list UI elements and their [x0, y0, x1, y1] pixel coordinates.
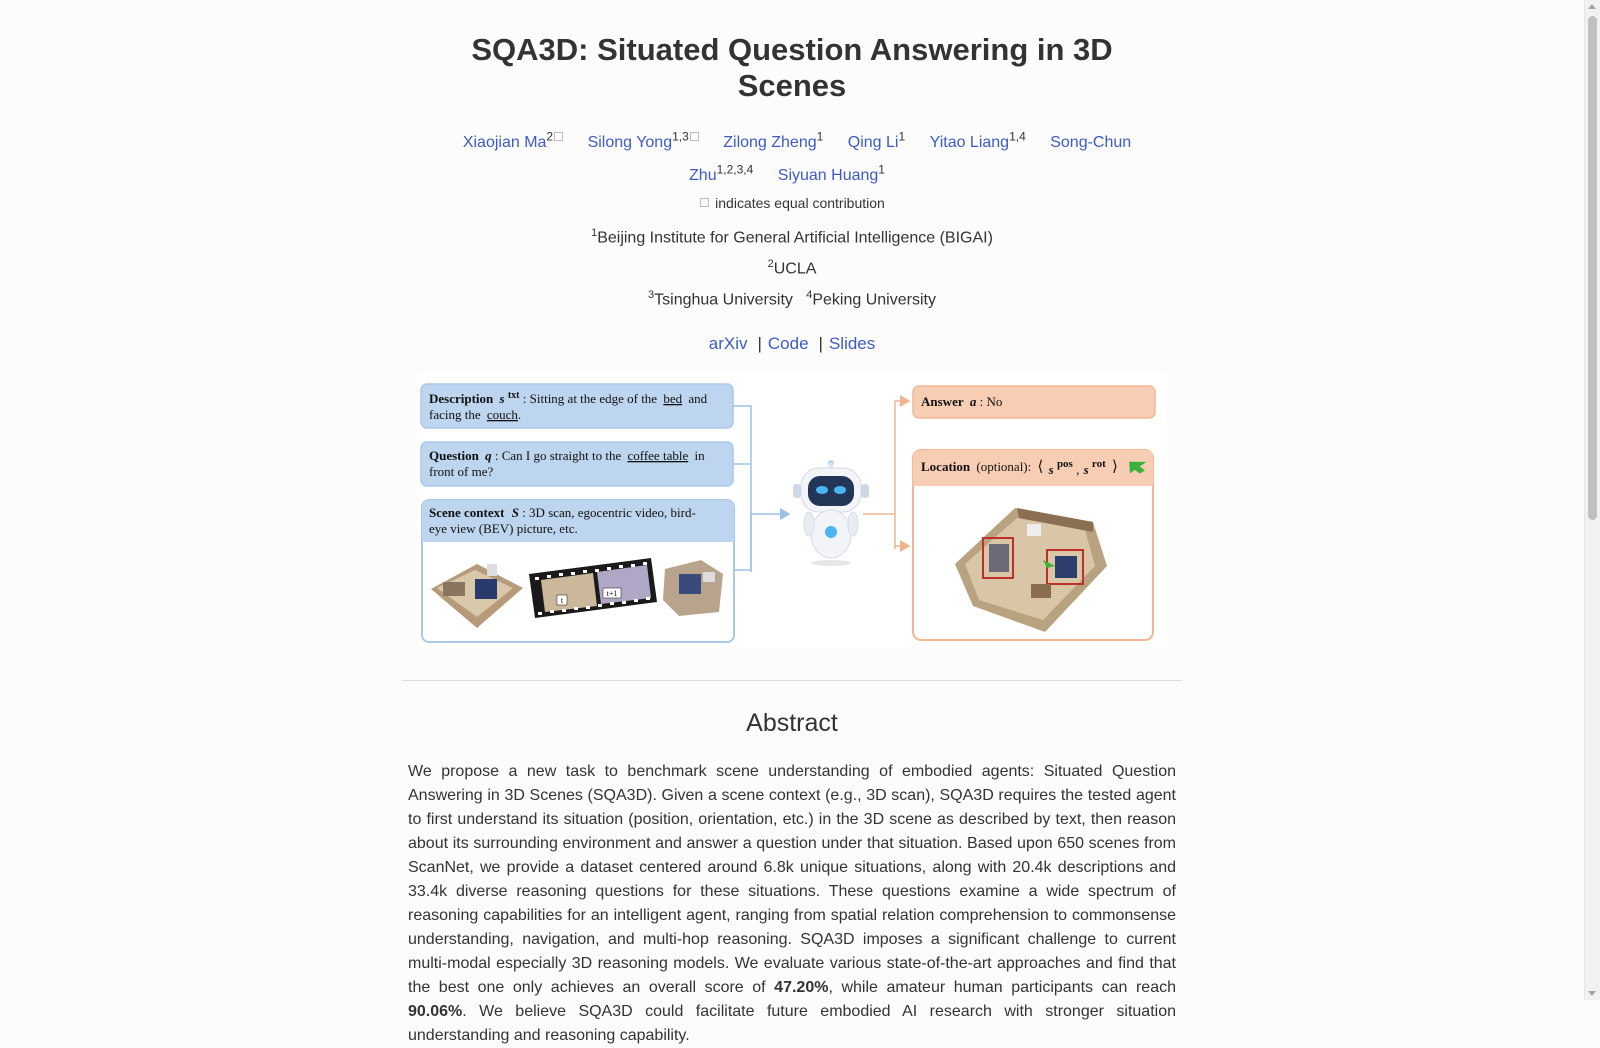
- question-in: in: [694, 447, 705, 463]
- section-divider: [402, 680, 1182, 681]
- arxiv-link[interactable]: arXiv: [708, 333, 748, 353]
- location-bracket-close: ⟩: [1112, 458, 1118, 475]
- author-link[interactable]: Qing Li: [847, 134, 899, 152]
- author-affil-sup: 1,2,3,4: [716, 162, 754, 177]
- author-affil-sup: 1,3: [672, 130, 689, 144]
- abstract-text: [408, 760, 1176, 1048]
- location-label: Location: [921, 458, 971, 474]
- description-label: Description: [429, 390, 494, 406]
- page-title: SQA3D: Situated Question Answering in 3D Scenes: [471, 32, 1113, 103]
- author-link[interactable]: Yitao Liang: [929, 134, 1010, 152]
- scroll-down-arrow-icon[interactable]: [1588, 991, 1596, 996]
- author-affil-sup: 2: [546, 130, 554, 144]
- question-box: [421, 442, 733, 486]
- scene-context-box: [422, 500, 734, 642]
- location-s2: s: [1083, 461, 1089, 477]
- affiliation-ucla: [402, 251, 1182, 282]
- description-couch: couch: [486, 406, 518, 422]
- page-content: [402, 0, 1182, 1048]
- question-line-2: front of me?: [429, 463, 494, 479]
- author-link[interactable]: Xiaojian Ma: [462, 134, 547, 152]
- author-siyuan-huang: [777, 162, 885, 184]
- description-symbol: s: [499, 390, 505, 406]
- location-bracket-open: ⟨: [1037, 458, 1044, 475]
- description-and: and: [688, 390, 708, 406]
- link-separator: |: [818, 333, 823, 353]
- equal-contribution-note: [402, 195, 1182, 211]
- scene-context-label: Scene context: [429, 504, 505, 520]
- abstract-part-2: , while amateur human participants can reach: [828, 978, 1176, 996]
- author-affil-sup: 1: [816, 130, 824, 144]
- description-period: .: [517, 406, 522, 422]
- author-list: [402, 124, 1182, 189]
- bev-thumbnail: [663, 560, 723, 616]
- affiliation-name: Peking University: [812, 291, 936, 309]
- scene-context-line-1: [429, 505, 696, 520]
- equal-contribution-icon: [700, 198, 709, 207]
- output-connectors: [863, 401, 909, 549]
- equal-contribution-icon: [690, 132, 699, 141]
- question-line-1: [429, 448, 705, 463]
- question-symbol: q: [485, 447, 492, 463]
- description-line-2: [429, 407, 521, 422]
- teaser-figure: [417, 374, 1167, 648]
- author-link[interactable]: Siyuan Huang: [777, 166, 879, 184]
- resource-links: [402, 334, 1182, 354]
- link-separator: |: [757, 333, 762, 353]
- best-model-score: 47.20%: [774, 978, 829, 996]
- scroll-up-arrow-icon[interactable]: [1588, 4, 1596, 9]
- description-bed: bed: [663, 390, 683, 406]
- teaser-figure-svg: [417, 374, 1167, 648]
- author-affil-sup: 1,4: [1009, 130, 1026, 144]
- affiliation-sup: 2: [767, 257, 774, 270]
- location-pos: pos: [1056, 457, 1073, 470]
- equal-contribution-icon: [554, 132, 563, 141]
- abstract-heading: Abstract: [746, 708, 838, 737]
- scene-context-text-1: : 3D scan, egocentric video, bird-: [522, 504, 696, 520]
- affiliation-name: Beijing Institute for General Artificial Intelligence (BIGAI): [597, 228, 993, 246]
- frame-t-plus-1-label: t+1: [606, 588, 618, 598]
- robot-agent-icon: [793, 460, 869, 566]
- human-score: 90.06%: [408, 1002, 463, 1020]
- answer-box: [913, 386, 1155, 418]
- slides-link[interactable]: Slides: [828, 333, 876, 353]
- description-text-2: facing the: [429, 406, 481, 422]
- scene-context-line-2: eye view (BEV) picture, etc.: [429, 520, 578, 536]
- location-comma: ,: [1076, 461, 1080, 477]
- description-box: [421, 384, 733, 428]
- equal-contribution-text: indicates equal contribution: [715, 194, 885, 211]
- author-qing-li: [847, 130, 906, 152]
- input-connectors: [733, 406, 789, 572]
- author-link[interactable]: Zilong Zheng: [723, 134, 817, 152]
- scene-context-symbol: S: [511, 504, 519, 520]
- location-s1: s: [1048, 461, 1054, 477]
- answer-symbol: a: [969, 393, 977, 409]
- author-zilong-zheng: [723, 130, 824, 152]
- author-yitao-liang: [929, 130, 1026, 152]
- affiliations: [402, 220, 1182, 314]
- code-link[interactable]: Code: [767, 333, 809, 353]
- affiliation-sup: 4: [806, 289, 813, 302]
- answer-label: Answer: [921, 393, 964, 409]
- description-superscript: txt: [507, 389, 520, 401]
- author-affil-sup: 1: [878, 162, 885, 177]
- scrollbar-thumb[interactable]: [1588, 16, 1597, 520]
- question-text-1: : Can I go straight to the: [494, 447, 622, 463]
- answer-value: : No: [979, 393, 1003, 409]
- author-xiaojian-ma: [462, 130, 563, 152]
- author-link[interactable]: Silong Yong: [587, 134, 673, 152]
- affiliation-name: UCLA: [773, 260, 817, 278]
- abstract-part-1: We propose a new task to benchmark scene understanding of embodied agents: Situated Question Answering in 3D Scenes (SQA3D). Given a scene context (e.g., 3D scan), SQA3D requires the tested agent to first understand its situation (position, orientation, etc.) in the 3D scene as described by text, then reason about its surrounding environment and answer a question under that situation. Based upon 650 scenes from ScanNet, we provide a dataset centered around 6.8k unique situations, along with 20.4k descriptions and 33.4k diverse reasoning questions for these situations. These questions examine a wide spectrum of reasoning capabilities for an intelligent agent, ranging from spatial relation comprehension to commonsense understanding, navigation, and multi-hop reasoning. SQA3D imposes a significant challenge to current multi-modal especially 3D reasoning models. We evaluate various state-of-the-art approaches and find that the best one only achieves an overall score of: [408, 762, 1176, 996]
- answer-text: [921, 394, 1002, 409]
- question-coffee-table: coffee table: [627, 447, 689, 463]
- affiliation-sup: 1: [591, 226, 598, 239]
- location-optional: (optional):: [976, 458, 1032, 474]
- affiliation-row-3: [402, 282, 1182, 313]
- affiliation-bigai: [402, 220, 1182, 251]
- affiliation-sup: 3: [648, 289, 655, 302]
- abstract-part-3: . We believe SQA3D could facilitate future embodied AI research with stronger situation understanding and reasoning capability.: [408, 1002, 1176, 1044]
- affiliation-name: Tsinghua University: [654, 291, 793, 309]
- author-link[interactable]: Song-Chun Zhu: [689, 134, 1132, 184]
- description-text-1: : Sitting at the edge of the: [522, 390, 658, 406]
- question-label: Question: [429, 447, 479, 463]
- author-affil-sup: 1: [898, 130, 906, 144]
- location-box: [913, 450, 1153, 640]
- author-silong-yong: [587, 130, 699, 152]
- page-scrollbar[interactable]: [1584, 0, 1600, 1000]
- location-rot: rot: [1091, 457, 1106, 470]
- frame-t-label: t: [560, 595, 564, 605]
